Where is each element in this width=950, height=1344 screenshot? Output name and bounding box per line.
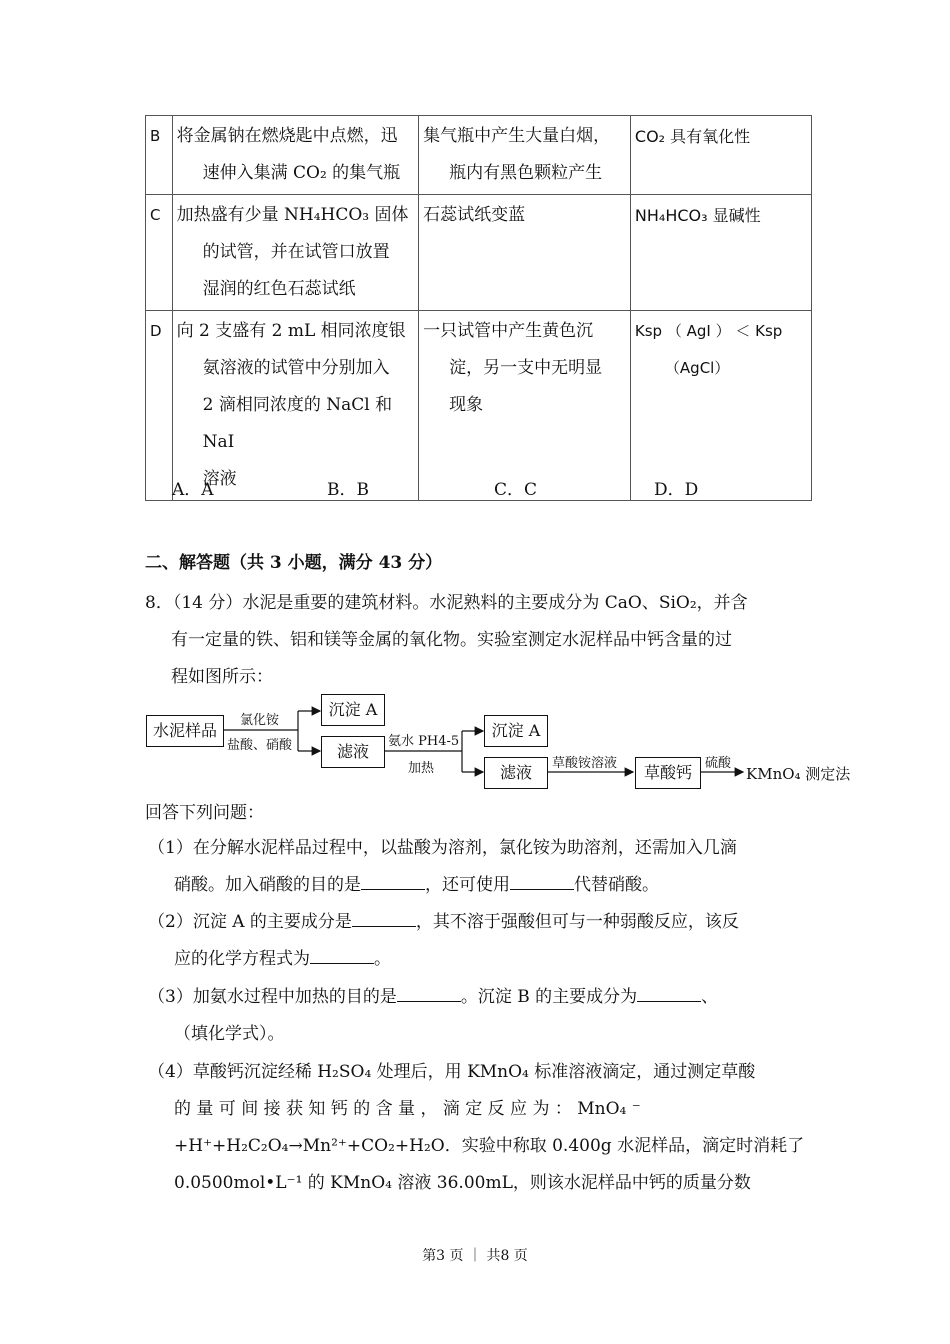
- phenomenon-text: 一只试管中产生黄色沉: [423, 321, 594, 341]
- conclusion-text: （AgCl）: [664, 359, 730, 377]
- flow-label: 加热: [408, 761, 435, 776]
- sample-box: 水泥样品: [146, 715, 224, 747]
- question-text: 应的化学方程式为: [174, 949, 310, 969]
- calcium-oxalate-box: 草酸钙: [635, 757, 701, 789]
- question-line: 0.0500mol•L⁻¹ 的 KMnO₄ 溶液 36.00mL，则该水泥样品中钙的质量分数: [174, 1173, 751, 1193]
- question-line: [148, 941, 813, 978]
- question-text: ，还可使用: [425, 875, 510, 895]
- choice-b[interactable]: B．B: [327, 480, 369, 500]
- choice-c[interactable]: C．C: [494, 480, 538, 500]
- operation-text: 溶液: [202, 469, 237, 489]
- answer-blank[interactable]: [397, 983, 461, 1002]
- row-label: D: [146, 311, 173, 501]
- choice-a[interactable]: A．A: [172, 480, 214, 500]
- question-4: [148, 1054, 813, 1202]
- operation-text: 速伸入集满 CO₂ 的集气瓶: [202, 163, 401, 183]
- question-3: [148, 979, 813, 1053]
- precipitate-a-box-2: 沉淀 A: [484, 715, 548, 747]
- question-text: 代替硝酸。: [574, 875, 659, 895]
- row-label: C: [146, 195, 173, 311]
- section-title: 二、解答题（共 3 小题，满分 43 分）: [145, 553, 443, 573]
- operation-text: 将金属钠在燃烧匙中点燃，迅: [176, 126, 398, 146]
- phenomenon-text: 现象: [449, 395, 484, 415]
- filtrate-box: 滤液: [321, 736, 385, 768]
- question-text: 硝酸。加入硝酸的目的是: [174, 875, 361, 895]
- question-line: [148, 867, 813, 904]
- question-line: 的 量 可 间 接 获 知 钙 的 含 量 ， 滴 定 反 应 为 ： MnO₄ ⁻: [174, 1099, 641, 1119]
- flow-label: 氯化铵: [240, 713, 280, 728]
- flow-end-label: KMnO₄ 测定法: [746, 765, 851, 783]
- operation-text: 加热盛有少量 NH₄HCO₃ 固体: [176, 205, 409, 225]
- flow-label: 硫酸: [705, 756, 732, 771]
- conclusion-text: Ksp （ AgI ） ＜ Ksp: [634, 322, 783, 340]
- question-text: （2）沉淀 A 的主要成分是: [148, 912, 352, 932]
- question-text: ，其不溶于强酸但可与一种弱酸反应，该反: [415, 912, 739, 932]
- phenomenon-cell: 石蕊试纸变蓝: [419, 195, 631, 311]
- answer-blank[interactable]: [510, 871, 574, 890]
- answer-blank[interactable]: [637, 983, 701, 1002]
- operation-text: 2 滴相同浓度的 NaCl 和 NaI: [202, 395, 393, 452]
- flow-label: 草酸铵溶液: [552, 756, 618, 771]
- answer-blank[interactable]: [352, 908, 416, 927]
- precipitate-a-box: 沉淀 A: [321, 694, 385, 726]
- question-line: （1）在分解水泥样品过程中，以盐酸为溶剂，氯化铵为助溶剂，还需加入几滴: [148, 838, 737, 858]
- question-2: [148, 904, 813, 978]
- answer-intro: 回答下列问题：: [145, 803, 264, 823]
- conclusion-cell: NH₄HCO₃ 显碱性: [630, 195, 811, 311]
- question-text: 。沉淀 B 的主要成分为: [460, 987, 638, 1007]
- question-text: （3）加氨水过程中加热的目的是: [148, 987, 397, 1007]
- phenomenon-text: 淀，另一支中无明显: [449, 358, 603, 378]
- question-line: +H⁺+H₂C₂O₄→Mn²⁺+CO₂+H₂O．实验中称取 0.400g 水泥样品，滴定时消耗了: [174, 1136, 805, 1156]
- operation-text: 湿润的红色石蕊试纸: [202, 279, 356, 299]
- question-line: 8．（14 分）水泥是重要的建筑材料。水泥熟料的主要成分为 CaO、SiO₂，并含: [145, 593, 748, 613]
- question-line: （4）草酸钙沉淀经稀 H₂SO₄ 处理后，用 KMnO₄ 标准溶液滴定，通过测定草酸: [148, 1062, 756, 1082]
- question-text: 。: [374, 949, 391, 969]
- flow-label: 盐酸、硝酸: [227, 738, 293, 753]
- phenomenon-text: 集气瓶中产生大量白烟，: [423, 126, 611, 146]
- row-label: B: [146, 116, 173, 195]
- question-text: 、: [701, 987, 719, 1007]
- page-footer: 第3 页 ｜ 共8 页: [422, 1248, 528, 1264]
- question-1: [148, 830, 813, 904]
- question-line: （填化学式）。: [174, 1024, 285, 1044]
- filtrate-box-2: 滤液: [484, 757, 548, 789]
- question-line: 程如图所示：: [171, 667, 273, 687]
- question-line: 有一定量的铁、铝和镁等金属的氧化物。实验室测定水泥样品中钙含量的过: [171, 630, 732, 650]
- operation-text: 向 2 支盛有 2 mL 相同浓度银: [176, 321, 406, 341]
- operation-text: 氨溶液的试管中分别加入: [202, 358, 390, 378]
- operation-text: 的试管，并在试管口放置: [202, 242, 390, 262]
- answer-blank[interactable]: [310, 945, 374, 964]
- phenomenon-text: 瓶内有黑色颗粒产生: [449, 163, 603, 183]
- question-line: [148, 904, 813, 941]
- conclusion-cell: CO₂ 具有氧化性: [630, 116, 811, 195]
- question-line: [148, 979, 813, 1016]
- flow-label: 氨水 PH4-5: [388, 734, 460, 749]
- choice-d[interactable]: D．D: [654, 480, 699, 500]
- answer-blank[interactable]: [361, 871, 425, 890]
